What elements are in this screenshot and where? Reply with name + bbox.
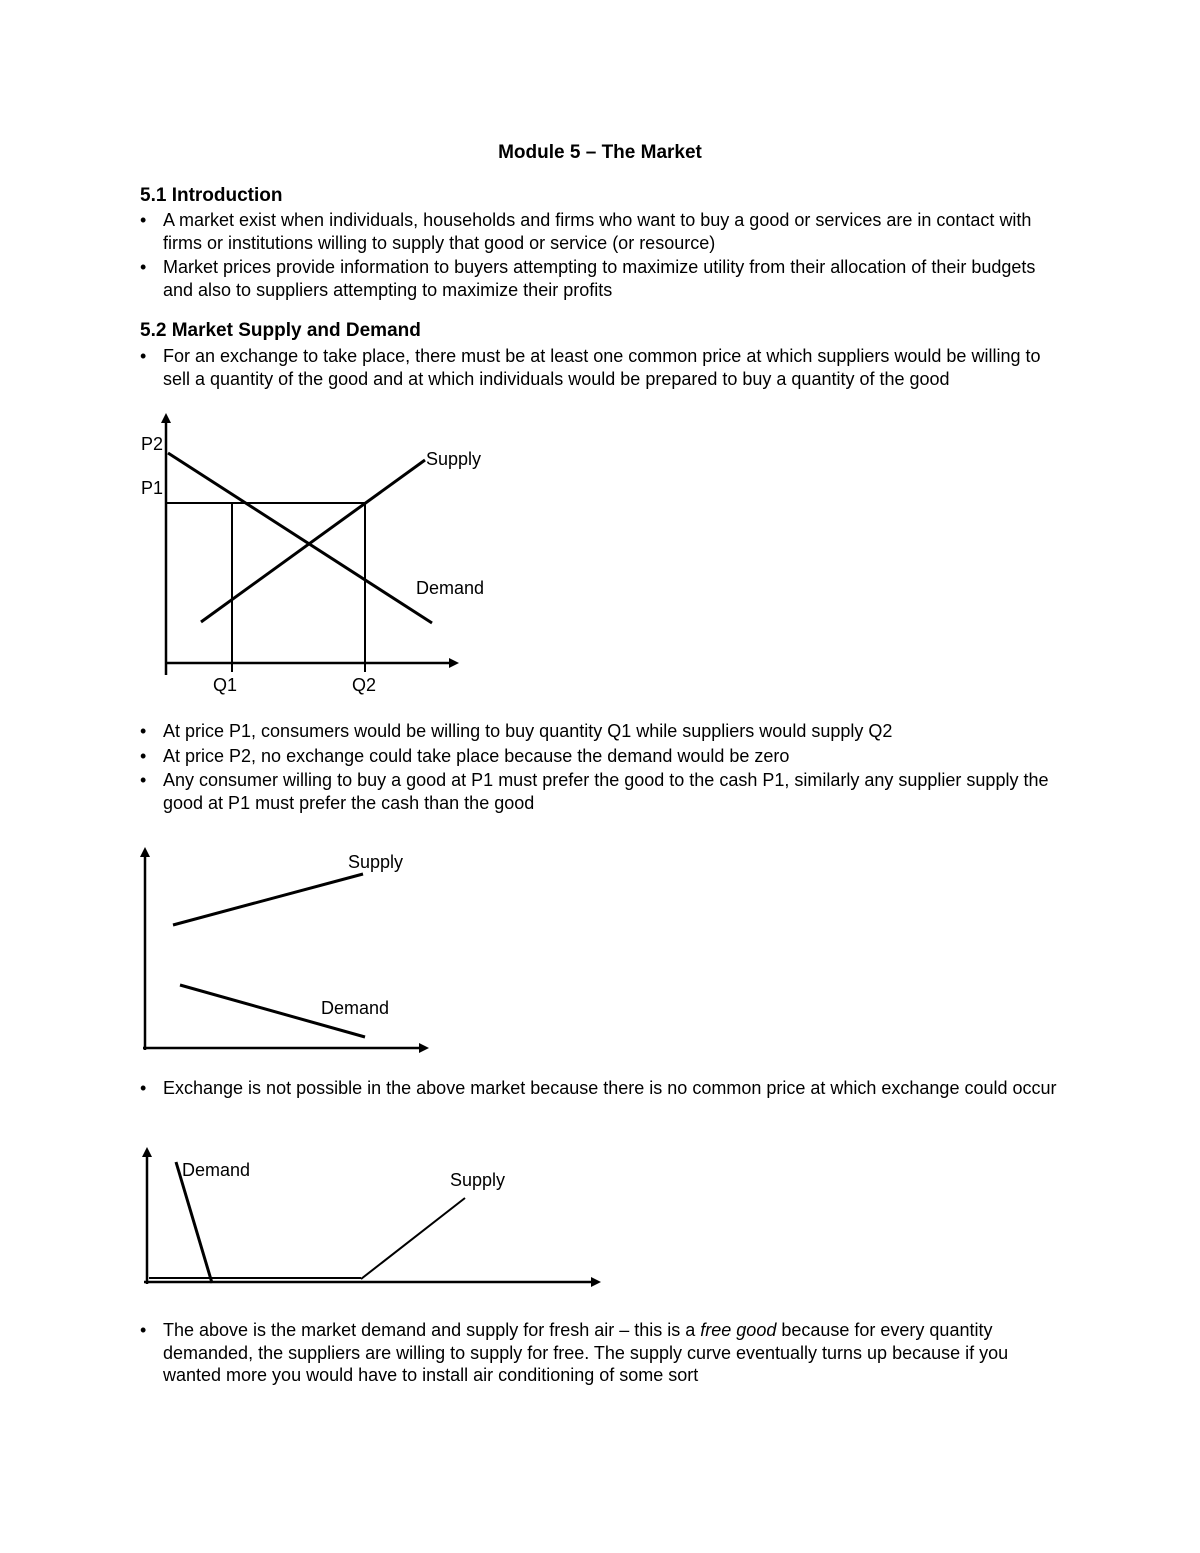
section-heading-introduction: 5.1 Introduction	[140, 185, 283, 206]
list-item: • Any consumer willing to buy a good at P1 must prefer the good to the cash P1, similarly any supplier supply the good at P1 must prefer the cash than the good	[140, 769, 1070, 814]
supply-label: Supply	[426, 449, 482, 469]
supply-curve	[173, 874, 363, 925]
list-item	[140, 1319, 1070, 1387]
demand-label: Demand	[321, 998, 390, 1018]
demand-label: Demand	[416, 578, 485, 598]
supply-label: Supply	[348, 852, 404, 872]
y-tick-label-p1: P1	[141, 478, 164, 498]
x-tick-label-q2: Q2	[352, 675, 377, 695]
introduction-bullet-list	[140, 209, 1070, 303]
free-good-chart	[0, 1140, 620, 1300]
supply-curve-rising	[361, 1198, 465, 1279]
page-title: Module 5 – The Market	[498, 142, 702, 163]
no-exchange-chart	[0, 840, 520, 1060]
free-good-text-part2: because for every quantity demanded, the suppliers are willing to supply for free. The supply curve eventually turns up because if you wanted more you would have to install air conditioning of some sort	[163, 1320, 1009, 1385]
x-tick-label-q1: Q1	[213, 675, 238, 695]
supply-demand-bullet-list-a	[140, 345, 1070, 392]
demand-curve	[176, 1162, 212, 1283]
free-good-text-part1: The above is the market demand and supply for fresh air – this is a	[163, 1320, 701, 1340]
list-item: • Market prices provide information to buyers attempting to maximize utility from their allocation of their budgets and also to suppliers attempting to maximize their profits	[140, 256, 1070, 301]
list-item: • A market exist when individuals, households and firms who want to buy a good or services are in contact with firms or institutions willing to supply that good or service (or resource)	[140, 209, 1070, 254]
supply-demand-bullet-list-c	[140, 1077, 1070, 1102]
list-item: • At price P1, consumers would be willing to buy quantity Q1 while suppliers would supply Q2	[140, 720, 1070, 743]
free-good-term: free good	[700, 1320, 777, 1340]
y-tick-label-p2: P2	[141, 434, 164, 454]
supply-demand-bullet-list-d	[140, 1319, 1070, 1389]
supply-label: Supply	[450, 1170, 506, 1190]
list-item: • For an exchange to take place, there must be at least one common price at which suppliers would be willing to sell a quantity of the good and at which individuals would be prepared to buy a quantity of the good	[140, 345, 1070, 390]
list-item: • Exchange is not possible in the above market because there is no common price at which exchange could occur	[140, 1077, 1070, 1100]
supply-demand-bullet-list-b	[140, 720, 1070, 816]
list-item: • At price P2, no exchange could take place because the demand would be zero	[140, 745, 1070, 768]
section-heading-market-supply-demand: 5.2 Market Supply and Demand	[140, 320, 421, 341]
demand-curve	[168, 453, 432, 623]
demand-label: Demand	[182, 1160, 251, 1180]
supply-demand-chart	[0, 410, 520, 700]
